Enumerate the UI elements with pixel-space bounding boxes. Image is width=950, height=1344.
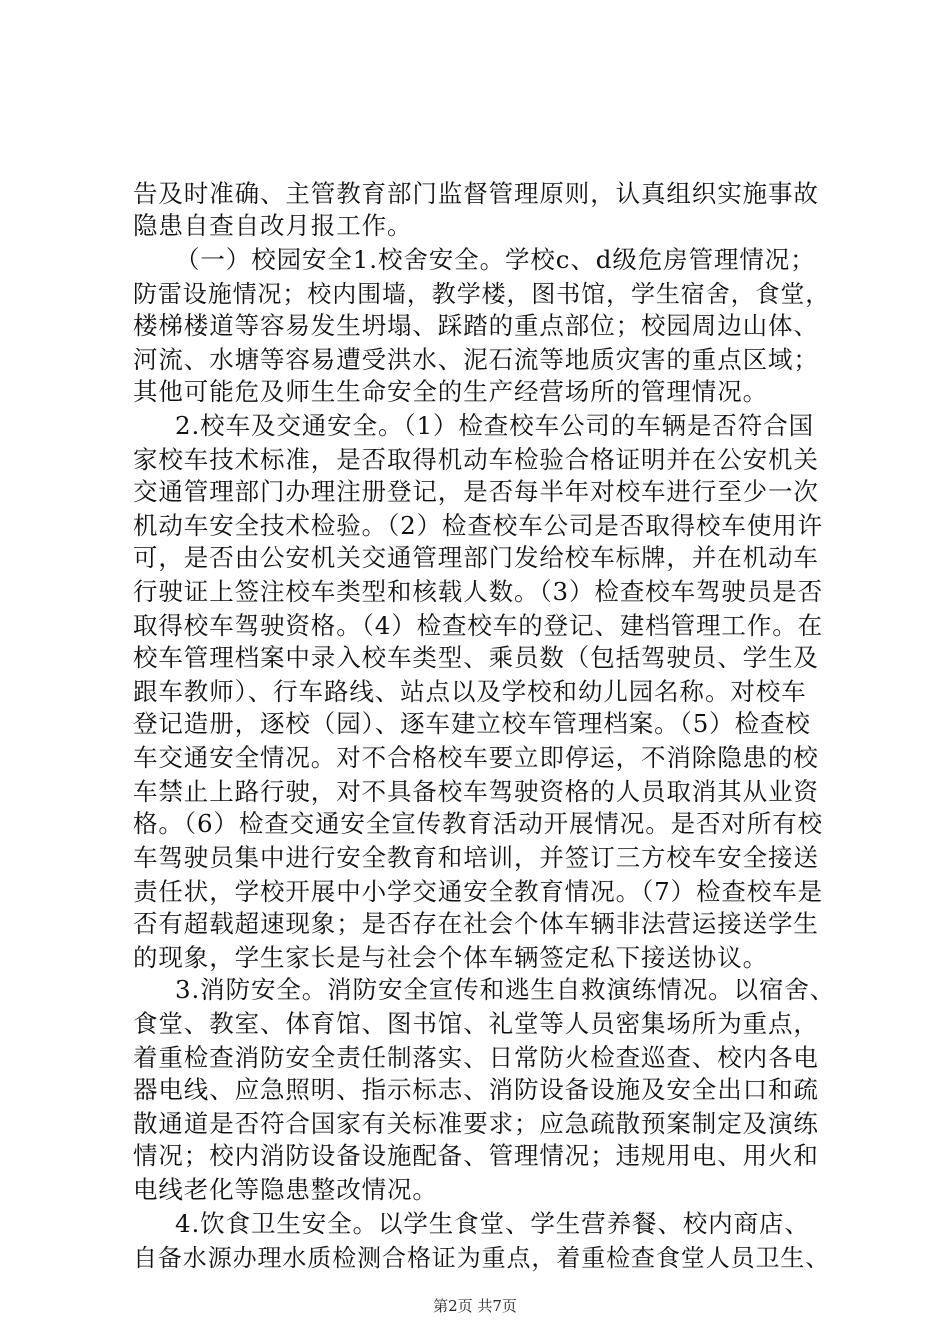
text-line: 车驾驶员集中进行安全教育和培训，并签订三方校车安全接送 — [133, 843, 819, 872]
text-line: 食堂、教室、体育馆、图书馆、礼堂等人员密集场所为重点， — [133, 1009, 819, 1038]
text-line: 机动车安全技术检验。（2）检查校车公司是否取得校车使用许 — [133, 511, 824, 540]
text-line: 跟车教师）、行车路线、站点以及学校和幼儿园名称。对校车 — [133, 677, 807, 706]
text-line: 行驶证上签注校车类型和核载人数。（3）检查校车驾驶员是否 — [133, 577, 824, 606]
text-line: 散通道是否符合国家有关标准要求；应急疏散预案制定及演练 — [133, 1109, 819, 1138]
text-line: 责任状，学校开展中小学交通安全教育情况。（7）检查校车是 — [133, 877, 824, 906]
page-footer: 第2页 共7页 — [433, 1297, 517, 1315]
text-line: 楼梯楼道等容易发生坍塌、踩踏的重点部位；校园周边山体、 — [133, 311, 819, 340]
text-line: 家校车技术标准，是否取得机动车检验合格证明并在公安机关 — [133, 445, 819, 474]
text-line: 校车管理档案中录入校车类型、乘员数（包括驾驶员、学生及 — [133, 643, 819, 672]
text-line: 其他可能危及师生生命安全的生产经营场所的管理情况。 — [133, 377, 768, 406]
text-line: 电线老化等隐患整改情况。 — [133, 1175, 438, 1204]
text-line: 登记造册，逐校（园）、逐车建立校车管理档案。（5）检查校 — [133, 709, 811, 738]
text-line: 车禁止上路行驶，对不具备校车驾驶资格的人员取消其从业资 — [133, 777, 819, 806]
text-line: 车交通安全情况。对不合格校车要立即停运，不消除隐患的校 — [133, 743, 819, 772]
text-line: 否有超载超速现象；是否存在社会个体车辆非法营运接送学生 — [133, 909, 819, 938]
text-line: 2.校车及交通安全。（1）检查校车公司的车辆是否符合国 — [175, 411, 815, 440]
text-line: 着重检查消防安全责任制落实、日常防火检查巡查、校内各电 — [133, 1043, 819, 1072]
text-line: 防雷设施情况；校内围墙，教学楼，图书馆，学生宿舍，食堂， — [133, 280, 831, 308]
text-line: 情况；校内消防设备设施配备、管理情况；违规用电、用火和 — [133, 1141, 819, 1170]
text-line: 器电线、应急照明、指示标志、消防设备设施及安全出口和疏 — [133, 1075, 819, 1104]
text-line: 格。（6）检查交通安全宣传教育活动开展情况。是否对所有校 — [133, 809, 824, 838]
text-line: 河流、水塘等容易遭受洪水、泥石流等地质灾害的重点区域； — [133, 345, 819, 374]
text-line: 3.消防安全。消防安全宣传和逃生自救演练情况。以宿舍、 — [175, 975, 836, 1004]
text-line: 可，是否由公安机关交通管理部门发给校车标牌，并在机动车 — [133, 543, 819, 572]
text-line: 隐患自查自改月报工作。 — [133, 211, 413, 240]
text-line: 4.饮食卫生安全。以学生食堂、学生营养餐、校内商店、 — [175, 1209, 810, 1238]
text-line: 交通管理部门办理注册登记，是否每半年对校车进行至少一次 — [133, 477, 819, 506]
text-line: 取得校车驾驶资格。（4）检查校车的登记、建档管理工作。在 — [133, 611, 824, 640]
text-line: 的现象，学生家长是与社会个体车辆签定私下接送协议。 — [133, 943, 768, 972]
text-line: 告及时准确、主管教育部门监督管理原则，认真组织实施事故 — [133, 179, 819, 208]
text-line: 自备水源办理水质检测合格证为重点，着重检查食堂人员卫生、 — [133, 1244, 831, 1272]
text-line: （一）校园安全1.校舍安全。学校c、d级危房管理情况； — [175, 245, 816, 274]
